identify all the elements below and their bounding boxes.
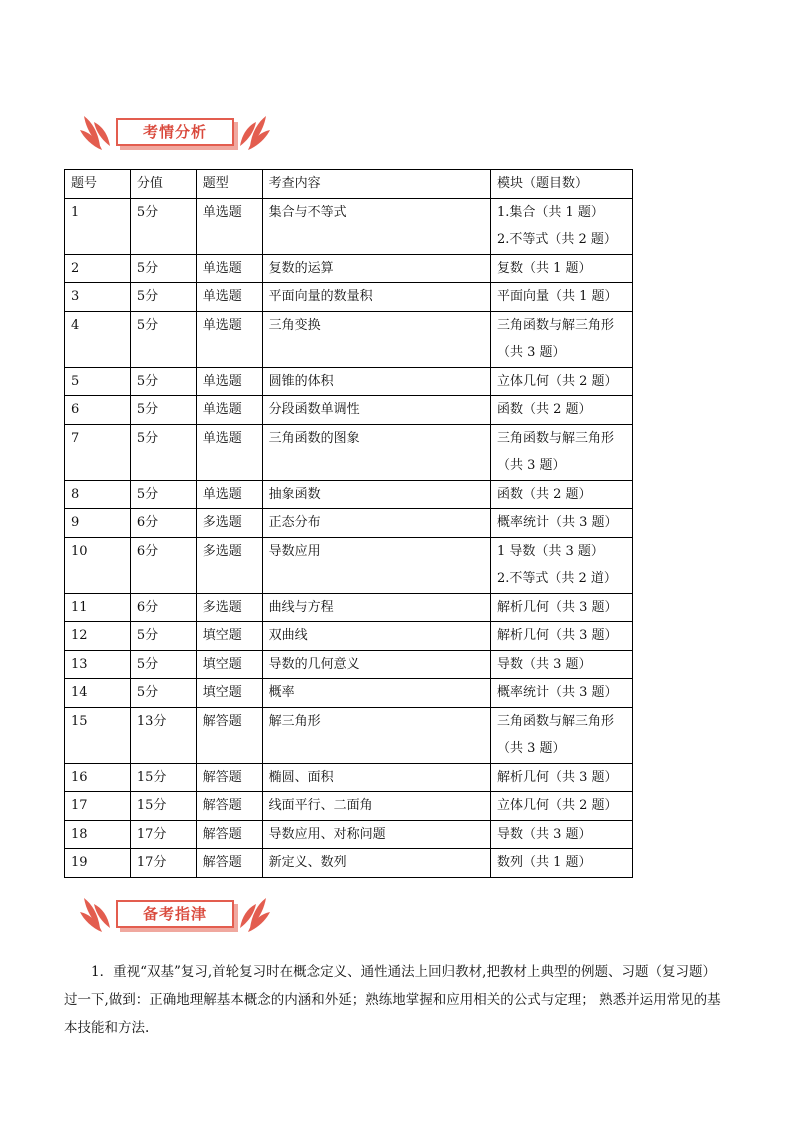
cell-number: 19 xyxy=(65,849,131,878)
cell-score: 5分 xyxy=(130,254,196,283)
cell-score: 5分 xyxy=(130,283,196,312)
cell-type: 单选题 xyxy=(196,283,262,312)
cell-module xyxy=(490,650,632,679)
cell-content: 圆锥的体积 xyxy=(262,367,490,396)
cell-number: 15 xyxy=(65,707,131,763)
module-line: 解析几何（共 3 题） xyxy=(496,769,618,785)
cell-type: 解答题 xyxy=(196,849,262,878)
cell-score: 5分 xyxy=(130,650,196,679)
table-header-row xyxy=(65,170,633,199)
cell-type: 单选题 xyxy=(196,311,262,367)
cell-module xyxy=(490,679,632,708)
section-title: 考情分析 xyxy=(116,118,234,146)
table-row xyxy=(65,593,633,622)
cell-module xyxy=(490,622,632,651)
cell-score: 17分 xyxy=(130,849,196,878)
cell-content: 三角函数的图象 xyxy=(262,424,490,480)
exam-analysis-table xyxy=(64,169,633,878)
cell-type: 多选题 xyxy=(196,509,262,538)
cell-content: 椭圆、面积 xyxy=(262,763,490,792)
module-line: 导数（共 3 题） xyxy=(496,656,592,672)
cell-content: 集合与不等式 xyxy=(262,198,490,254)
cell-score: 5分 xyxy=(130,311,196,367)
cell-number: 1 xyxy=(65,198,131,254)
table-row xyxy=(65,537,633,593)
cell-type: 单选题 xyxy=(196,367,262,396)
cell-score: 6分 xyxy=(130,593,196,622)
cell-score: 15分 xyxy=(130,792,196,821)
module-line: 1 导数（共 3 题） xyxy=(496,543,604,559)
table-row xyxy=(65,254,633,283)
cell-number: 4 xyxy=(65,311,131,367)
cell-content: 解三角形 xyxy=(262,707,490,763)
cell-content: 平面向量的数量积 xyxy=(262,283,490,312)
cell-module xyxy=(490,311,632,367)
cell-score: 5分 xyxy=(130,367,196,396)
cell-module xyxy=(490,593,632,622)
module-line: 三角函数与解三角形 xyxy=(496,713,614,729)
cell-type: 单选题 xyxy=(196,396,262,425)
cell-number: 14 xyxy=(65,679,131,708)
cell-number: 10 xyxy=(65,537,131,593)
module-line: （共 3 题） xyxy=(496,345,566,360)
module-line: 1.集合（共 1 题） xyxy=(496,204,604,220)
module-line: 立体几何（共 2 题） xyxy=(496,798,618,813)
cell-module xyxy=(490,509,632,538)
section-banner-analysis xyxy=(80,108,270,154)
table-row xyxy=(65,763,633,792)
header-type: 题型 xyxy=(196,170,262,199)
header-module: 模块（题目数） xyxy=(490,170,632,199)
module-line: 导数（共 3 题） xyxy=(496,826,592,842)
cell-content: 分段函数单调性 xyxy=(262,396,490,425)
table-row xyxy=(65,367,633,396)
table-row xyxy=(65,480,633,509)
cell-type: 多选题 xyxy=(196,593,262,622)
cell-type: 解答题 xyxy=(196,707,262,763)
module-line: 解析几何（共 3 题） xyxy=(496,599,618,615)
table-row xyxy=(65,707,633,763)
table-row xyxy=(65,792,633,821)
cell-score: 5分 xyxy=(130,622,196,651)
cell-type: 填空题 xyxy=(196,622,262,651)
table-row xyxy=(65,679,633,708)
cell-score: 6分 xyxy=(130,537,196,593)
cell-module xyxy=(490,283,632,312)
header-score: 分值 xyxy=(130,170,196,199)
cell-number: 12 xyxy=(65,622,131,651)
cell-module xyxy=(490,707,632,763)
cell-module xyxy=(490,396,632,425)
cell-type: 单选题 xyxy=(196,254,262,283)
cell-module xyxy=(490,820,632,849)
cell-score: 15分 xyxy=(130,763,196,792)
cell-content: 曲线与方程 xyxy=(262,593,490,622)
cell-content: 复数的运算 xyxy=(262,254,490,283)
table-row xyxy=(65,820,633,849)
cell-score: 13分 xyxy=(130,707,196,763)
header-number: 题号 xyxy=(65,170,131,199)
cell-module xyxy=(490,480,632,509)
cell-score: 5分 xyxy=(130,424,196,480)
cell-number: 9 xyxy=(65,509,131,538)
cell-score: 5分 xyxy=(130,679,196,708)
module-line: 复数（共 1 题） xyxy=(496,260,592,276)
table-row xyxy=(65,509,633,538)
module-line: 函数（共 2 题） xyxy=(496,486,592,502)
module-line: 2.不等式（共 2 道） xyxy=(496,571,617,586)
module-line: 数列（共 1 题） xyxy=(496,855,592,870)
cell-type: 填空题 xyxy=(196,679,262,708)
cell-number: 5 xyxy=(65,367,131,396)
module-line: 概率统计（共 3 题） xyxy=(496,515,618,530)
table-row xyxy=(65,650,633,679)
prep-paragraph: 1．重视“双基”复习,首轮复习时在概念定义、通性通法上回归教材,把教材上典型的例题、习题（复习题）过一下,做到：正确地理解基本概念的内涵和外延；熟练地掌握和应用相关的公式与定理； 熟悉并运用常见的基本技能和方法. xyxy=(64,963,721,1036)
cell-number: 16 xyxy=(65,763,131,792)
cell-number: 18 xyxy=(65,820,131,849)
module-line: 函数（共 2 题） xyxy=(496,402,592,417)
cell-type: 单选题 xyxy=(196,480,262,509)
cell-number: 2 xyxy=(65,254,131,283)
table-row xyxy=(65,424,633,480)
section-title: 备考指津 xyxy=(116,900,234,928)
cell-number: 6 xyxy=(65,396,131,425)
table-row xyxy=(65,198,633,254)
module-line: 三角函数与解三角形 xyxy=(496,430,614,446)
cell-module xyxy=(490,763,632,792)
cell-type: 解答题 xyxy=(196,763,262,792)
cell-content: 导数应用 xyxy=(262,537,490,593)
module-line: 三角函数与解三角形 xyxy=(496,317,614,333)
cell-module xyxy=(490,367,632,396)
module-line: （共 3 题） xyxy=(496,741,566,756)
cell-type: 多选题 xyxy=(196,537,262,593)
table-row xyxy=(65,283,633,312)
cell-content: 双曲线 xyxy=(262,622,490,651)
cell-number: 13 xyxy=(65,650,131,679)
cell-content: 线面平行、二面角 xyxy=(262,792,490,821)
section-banner-prep xyxy=(80,890,270,936)
cell-module xyxy=(490,254,632,283)
cell-score: 17分 xyxy=(130,820,196,849)
header-content: 考查内容 xyxy=(262,170,490,199)
module-line: 2.不等式（共 2 题） xyxy=(496,232,617,247)
cell-content: 正态分布 xyxy=(262,509,490,538)
cell-type: 解答题 xyxy=(196,820,262,849)
cell-score: 6分 xyxy=(130,509,196,538)
module-line: 立体几何（共 2 题） xyxy=(496,373,618,389)
cell-type: 单选题 xyxy=(196,424,262,480)
cell-module xyxy=(490,537,632,593)
cell-number: 8 xyxy=(65,480,131,509)
cell-content: 导数应用、对称问题 xyxy=(262,820,490,849)
table-row xyxy=(65,311,633,367)
cell-number: 3 xyxy=(65,283,131,312)
cell-score: 5分 xyxy=(130,480,196,509)
cell-number: 7 xyxy=(65,424,131,480)
module-line: （共 3 题） xyxy=(496,458,566,473)
cell-type: 填空题 xyxy=(196,650,262,679)
table-row xyxy=(65,396,633,425)
cell-module xyxy=(490,198,632,254)
cell-module xyxy=(490,424,632,480)
module-line: 概率统计（共 3 题） xyxy=(496,685,618,700)
cell-content: 抽象函数 xyxy=(262,480,490,509)
cell-type: 解答题 xyxy=(196,792,262,821)
cell-content: 新定义、数列 xyxy=(262,849,490,878)
cell-module xyxy=(490,792,632,821)
cell-number: 17 xyxy=(65,792,131,821)
cell-content: 三角变换 xyxy=(262,311,490,367)
cell-content: 概率 xyxy=(262,679,490,708)
cell-score: 5分 xyxy=(130,396,196,425)
cell-content: 导数的几何意义 xyxy=(262,650,490,679)
module-line: 平面向量（共 1 题） xyxy=(496,289,618,304)
table-row xyxy=(65,849,633,878)
table-row xyxy=(65,622,633,651)
cell-module xyxy=(490,849,632,878)
cell-score: 5分 xyxy=(130,198,196,254)
cell-type: 单选题 xyxy=(196,198,262,254)
module-line: 解析几何（共 3 题） xyxy=(496,628,618,643)
cell-number: 11 xyxy=(65,593,131,622)
